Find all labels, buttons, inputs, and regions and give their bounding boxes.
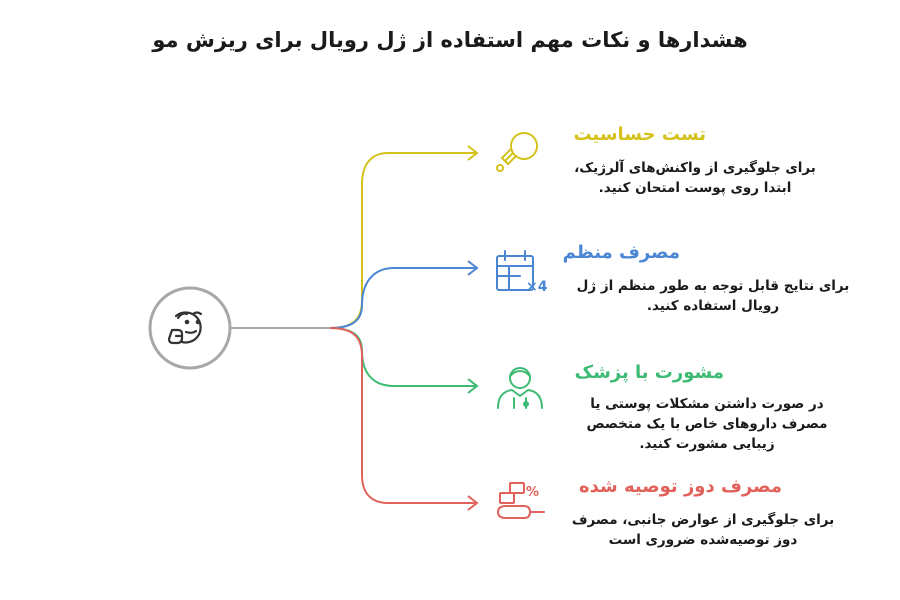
desc-line: برای جلوگیری از عوارض جانبی، مصرف: [571, 512, 835, 528]
desc-consult-doctor: [552, 394, 862, 454]
heading-regular-use: مصرف منظم: [562, 242, 680, 263]
center-node: [150, 288, 230, 368]
doctor-icon: [498, 368, 542, 408]
branch-line-1: [330, 153, 476, 328]
dosage-icon-label: %: [526, 485, 540, 500]
center-circle: [150, 288, 230, 368]
desc-line: برای جلوگیری از واکنش‌های آلرژیک،: [574, 160, 816, 176]
desc-line: ابتدا روی پوست امتحان کنید.: [598, 180, 792, 196]
branch-line-2: [330, 268, 476, 328]
desc-recommended-dose: [548, 510, 858, 550]
desc-line: برای نتایج قابل توجه به طور منظم از ژل: [576, 278, 850, 294]
desc-line: رویال استفاده کنید.: [646, 298, 780, 314]
desc-line: مصرف داروهای خاص با یک متخصص: [586, 416, 828, 432]
page-title: هشدارها و نکات مهم استفاده از ژل رویال برای ریزش مو: [152, 28, 748, 52]
branch-line-3: [330, 328, 476, 386]
desc-sensitivity-test: [540, 158, 850, 198]
desc-line: دوز توصیه‌شده ضروری است: [608, 532, 798, 548]
lightbulb-icon: [497, 133, 537, 171]
desc-line: در صورت داشتن مشکلات پوستی یا: [590, 396, 824, 412]
branch-line-4: [330, 328, 476, 503]
heading-consult-doctor: مشورت با پزشک: [574, 362, 724, 383]
heading-recommended-dose: مصرف دوز توصیه شده: [578, 476, 782, 497]
heading-sensitivity-test: تست حساسیت: [573, 124, 706, 145]
calendar-icon-label: ×4: [526, 279, 548, 295]
desc-line: زیبایی مشورت کنید.: [639, 436, 775, 452]
desc-regular-use: [548, 276, 878, 316]
